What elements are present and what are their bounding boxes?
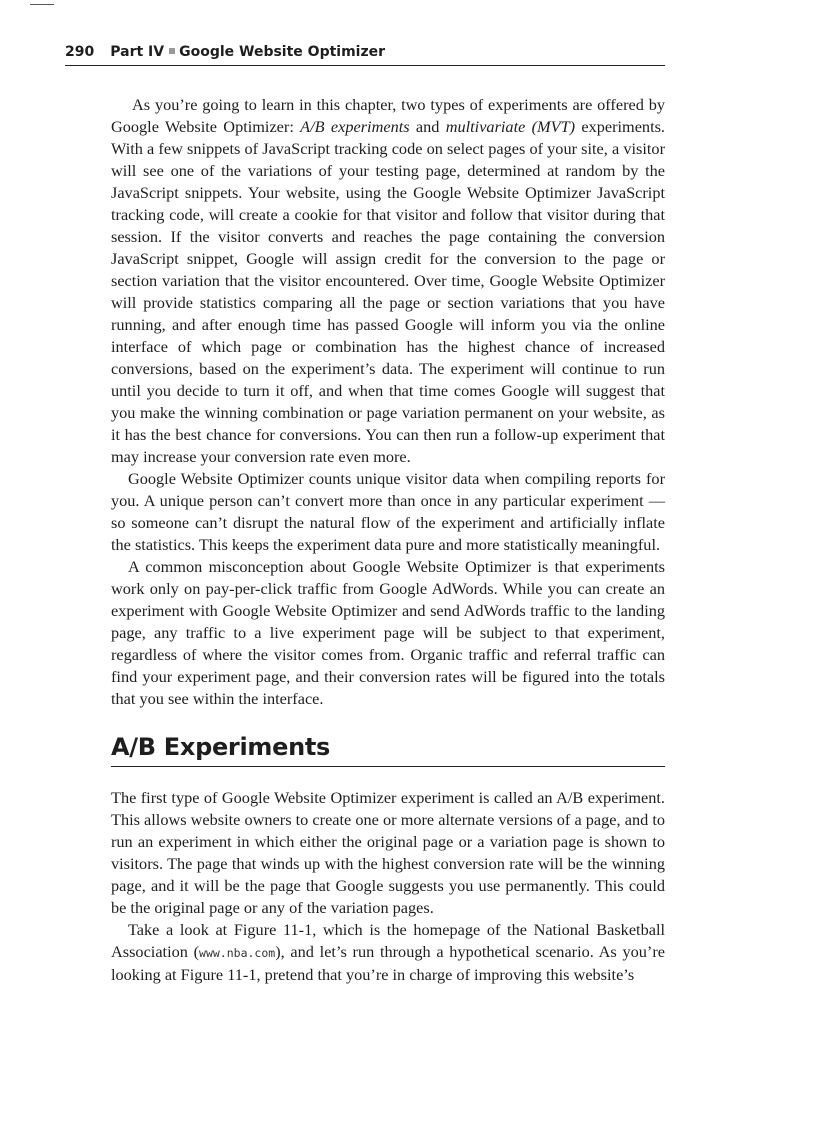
emphasis: multivariate (MVT) [445, 117, 576, 136]
part-label: Part IV [110, 44, 165, 60]
chapter-title: Google Website Optimizer [179, 44, 386, 60]
separator-square-icon [169, 48, 175, 54]
page-body [111, 94, 665, 986]
running-header [65, 41, 665, 66]
crop-mark [30, 4, 54, 5]
paragraph: The first type of Google Website Optimizer experiment is called an A/B experiment. This allows website owners to create one or more alternate versions of a page, and to run an experiment in which either the original page or a variation page is shown to visitors. The page that winds up with the highest conversion rate will be the winning page, and it will be the page that Google suggests you use permanently. This could be the original page or any of the variation pages. [111, 788, 665, 917]
page-number: 290 [65, 44, 95, 60]
emphasis: A/B experiments [300, 117, 410, 136]
paragraph: Take a look at Figure 11-1, which is the homepage of the National Basketball Association (www.nba.com), and let’s run through a hypothetical scenario. As you’re looking at Figure 11-1, pretend that you’re in charge of improving this website’s [111, 920, 665, 984]
paragraph: A common misconception about Google Website Optimizer is that experiments work only on pay-per-click traffic from Google AdWords. While you can create an experiment with Google Website Optimizer and send AdWords traffic to the landing page, any traffic to a live experiment page will be subject to that experiment, regardless of where the visitor comes from. Organic traffic and referral traffic can find your experiment page, and their conversion rates will be figured into the totals that you see within the interface. [111, 557, 665, 708]
paragraph: As you’re going to learn in this chapter, two types of experiments are offered by Google Website Optimizer: A/B experiments and multivariate (MVT) experiments. With a few snippets of JavaScript tracking code on select pages of your site, a visitor will see one of the variations of your testing page, determined at random by the JavaScript snippets. Your website, using the Google Website Optimizer JavaScript tracking code, will create a cookie for that visitor and follow that visitor during that session. If the visitor converts and reaches the page containing the conversion JavaScript snippet, Google will assign credit for the conversion to the page or section variation that the visitor encountered. Over time, Google Website Optimizer will provide statistics comparing all the page or section variations that you have running, and after enough time has passed Google will inform you via the online interface of which page or combination has the highest chance of increased conversions, based on the experiment’s data. The experiment will continue to run until you decide to turn it off, and when that time comes Google will suggest that you make the winning combination or page variation permanent on your website, as it has the best chance for conversions. You can then run a follow-up experiment that may increase your conversion rate even more. [111, 95, 666, 466]
paragraph: Google Website Optimizer counts unique visitor data when compiling reports for you. A unique person can’t convert more than once in any particular experiment — so someone can’t disrupt the natural flow of the experiment and artificially inflate the statistics. This keeps the experiment data pure and more statistically meaningful. [111, 469, 665, 554]
section-heading: A/B Experiments [111, 731, 665, 767]
url-link[interactable]: www.nba.com [199, 946, 276, 960]
